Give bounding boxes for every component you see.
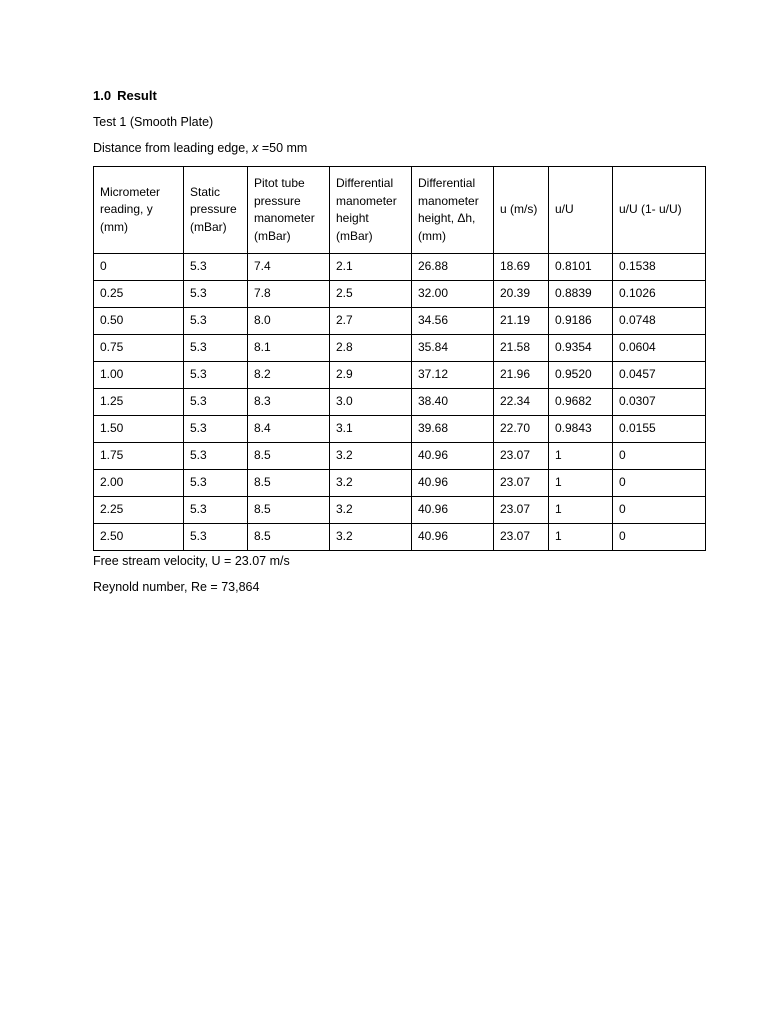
- table-cell: 23.07: [494, 497, 549, 524]
- table-row: [94, 443, 706, 470]
- table-cell: 2.8: [330, 335, 412, 362]
- table-cell: 2.50: [94, 524, 184, 551]
- table-cell: 2.5: [330, 281, 412, 308]
- table-cell: 32.00: [412, 281, 494, 308]
- table-cell: 22.34: [494, 389, 549, 416]
- table-cell: 0.9354: [549, 335, 613, 362]
- table-cell: 5.3: [184, 389, 248, 416]
- table-cell: 0.25: [94, 281, 184, 308]
- table-cell: 1.75: [94, 443, 184, 470]
- distance-prefix: Distance from leading edge,: [93, 141, 253, 155]
- table-cell: 5.3: [184, 443, 248, 470]
- table-cell: 0.9682: [549, 389, 613, 416]
- table-cell: 40.96: [412, 497, 494, 524]
- table-cell: 23.07: [494, 443, 549, 470]
- table-cell: 5.3: [184, 254, 248, 281]
- table-cell: 7.4: [248, 254, 330, 281]
- table-cell: 3.2: [330, 524, 412, 551]
- table-cell: 3.0: [330, 389, 412, 416]
- header-velocity: u (m/s): [494, 167, 549, 254]
- header-velocity-ratio: u/U: [549, 167, 613, 254]
- table-cell: 0.75: [94, 335, 184, 362]
- table-cell: 3.2: [330, 470, 412, 497]
- section-number: 1.0: [93, 88, 112, 103]
- table-cell: 0: [613, 470, 706, 497]
- table-cell: 26.88: [412, 254, 494, 281]
- table-row: [94, 470, 706, 497]
- table-cell: 2.9: [330, 362, 412, 389]
- table-cell: 0: [94, 254, 184, 281]
- table-cell: 1: [549, 524, 613, 551]
- table-cell: 0.9186: [549, 308, 613, 335]
- table-cell: 23.07: [494, 524, 549, 551]
- header-differential-manometer-mm: Differential manometer height, Δh, (mm): [412, 167, 494, 254]
- table-cell: 8.4: [248, 416, 330, 443]
- distance-suffix: =50 mm: [258, 141, 308, 155]
- table-row: [94, 281, 706, 308]
- table-cell: 40.96: [412, 470, 494, 497]
- table-cell: 34.56: [412, 308, 494, 335]
- header-pitot-tube-pressure: Pitot tube pressure manometer (mBar): [248, 167, 330, 254]
- table-cell: 8.5: [248, 524, 330, 551]
- table-row: [94, 362, 706, 389]
- table-header-row: [94, 167, 706, 254]
- table-cell: 0.0748: [613, 308, 706, 335]
- table-cell: 1: [549, 470, 613, 497]
- table-cell: 40.96: [412, 443, 494, 470]
- table-cell: 8.5: [248, 497, 330, 524]
- table-body: [94, 254, 706, 551]
- table-cell: 18.69: [494, 254, 549, 281]
- table-cell: 2.7: [330, 308, 412, 335]
- document-page: [93, 88, 705, 605]
- table-cell: 5.3: [184, 524, 248, 551]
- distance-line: [93, 140, 705, 156]
- table-cell: 8.2: [248, 362, 330, 389]
- summary-block: [93, 553, 705, 595]
- table-cell: 38.40: [412, 389, 494, 416]
- table-cell: 5.3: [184, 362, 248, 389]
- table-cell: 0.1026: [613, 281, 706, 308]
- table-cell: 0.1538: [613, 254, 706, 281]
- table-cell: 0.0307: [613, 389, 706, 416]
- table-cell: 7.8: [248, 281, 330, 308]
- header-momentum-term: u/U (1- u/U): [613, 167, 706, 254]
- table-cell: 1: [549, 443, 613, 470]
- table-cell: 8.3: [248, 389, 330, 416]
- table-cell: 8.5: [248, 443, 330, 470]
- table-cell: 1.00: [94, 362, 184, 389]
- free-stream-velocity: Free stream velocity, U = 23.07 m/s: [93, 554, 290, 568]
- table-cell: 35.84: [412, 335, 494, 362]
- distance-variable: x: [252, 141, 259, 155]
- table-cell: 5.3: [184, 335, 248, 362]
- section-heading: [93, 88, 705, 104]
- table-row: [94, 308, 706, 335]
- table-cell: 0.8101: [549, 254, 613, 281]
- table-cell: 37.12: [412, 362, 494, 389]
- table-row: [94, 254, 706, 281]
- table-cell: 8.1: [248, 335, 330, 362]
- table-cell: 39.68: [412, 416, 494, 443]
- section-title: Result: [117, 88, 157, 103]
- table-cell: 5.3: [184, 308, 248, 335]
- table-cell: 21.96: [494, 362, 549, 389]
- header-differential-manometer-mbar: Differential manometer height (mBar): [330, 167, 412, 254]
- table-cell: 1: [549, 497, 613, 524]
- table-cell: 2.00: [94, 470, 184, 497]
- table-row: [94, 389, 706, 416]
- table-cell: 5.3: [184, 497, 248, 524]
- table-cell: 3.2: [330, 497, 412, 524]
- table-row: [94, 335, 706, 362]
- table-cell: 20.39: [494, 281, 549, 308]
- table-cell: 5.3: [184, 416, 248, 443]
- table-row: [94, 497, 706, 524]
- table-cell: 0.0155: [613, 416, 706, 443]
- table-cell: 21.19: [494, 308, 549, 335]
- table-cell: 1.25: [94, 389, 184, 416]
- table-cell: 8.5: [248, 470, 330, 497]
- table-cell: 3.1: [330, 416, 412, 443]
- table-cell: 8.0: [248, 308, 330, 335]
- table-row: [94, 524, 706, 551]
- table-row: [94, 416, 706, 443]
- header-static-pressure: Static pressure (mBar): [184, 167, 248, 254]
- test-title: Test 1 (Smooth Plate): [93, 115, 214, 129]
- table-cell: 2.25: [94, 497, 184, 524]
- table-cell: 40.96: [412, 524, 494, 551]
- header-micrometer-reading: Micrometer reading, y (mm): [94, 167, 184, 254]
- table-cell: 22.70: [494, 416, 549, 443]
- table-cell: 5.3: [184, 470, 248, 497]
- table-cell: 2.1: [330, 254, 412, 281]
- table-cell: 0.0604: [613, 335, 706, 362]
- table-cell: 0: [613, 443, 706, 470]
- table-cell: 0: [613, 524, 706, 551]
- table-cell: 0: [613, 497, 706, 524]
- table-cell: 23.07: [494, 470, 549, 497]
- table-cell: 0.50: [94, 308, 184, 335]
- table-cell: 3.2: [330, 443, 412, 470]
- results-table: [93, 166, 706, 551]
- reynolds-number: Reynold number, Re = 73,864: [93, 580, 260, 594]
- table-cell: 0.9520: [549, 362, 613, 389]
- table-cell: 0.9843: [549, 416, 613, 443]
- table-cell: 5.3: [184, 281, 248, 308]
- table-cell: 1.50: [94, 416, 184, 443]
- table-cell: 0.0457: [613, 362, 706, 389]
- table-cell: 21.58: [494, 335, 549, 362]
- table-cell: 0.8839: [549, 281, 613, 308]
